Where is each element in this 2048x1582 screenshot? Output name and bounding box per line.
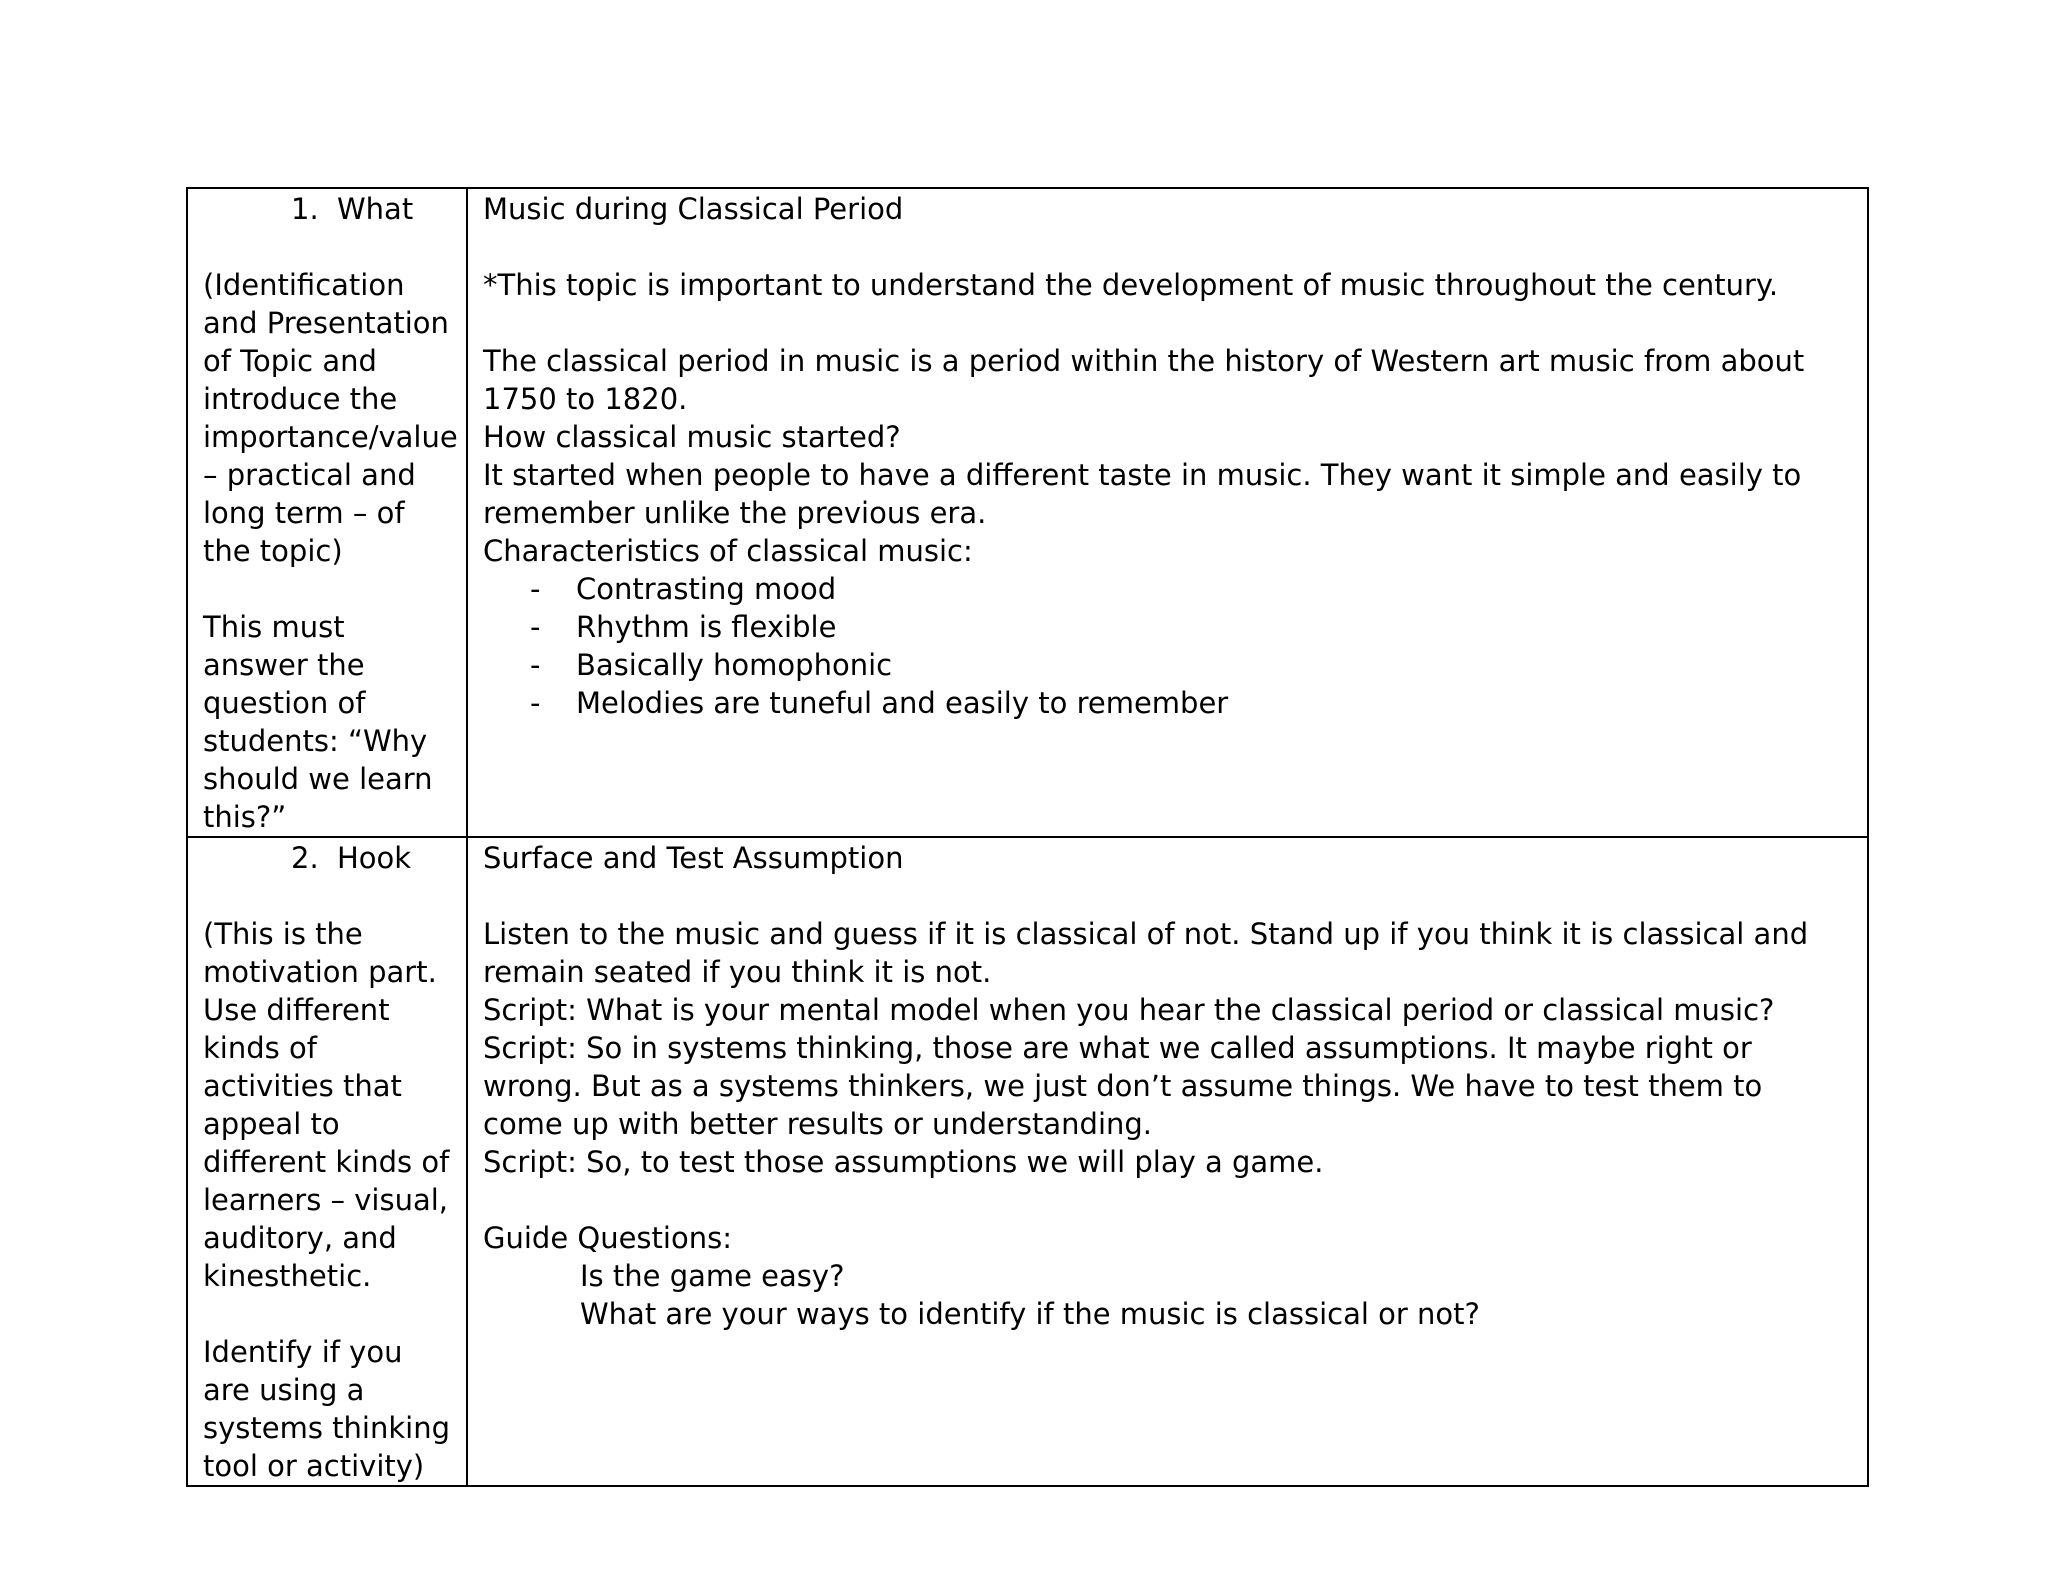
lesson-plan-table (186, 187, 1869, 1487)
characteristic-text: Basically homophonic (576, 648, 893, 682)
list-item (483, 646, 1847, 684)
list-item (483, 570, 1847, 608)
guide-questions-label: Guide Questions: (483, 1221, 732, 1255)
hook-row-title (203, 839, 456, 877)
list-item (483, 608, 1847, 646)
table-row-what (187, 188, 1868, 837)
characteristics-label: Characteristics of classical music: (483, 534, 973, 568)
hook-content-cell (467, 837, 1868, 1486)
hook-row-title-text: Hook (337, 841, 412, 875)
what-origin-question: How classical music started? (483, 420, 901, 454)
bullet-dash: - (530, 686, 541, 720)
bullet-dash: - (530, 572, 541, 606)
what-definition: The classical period in music is a period within the history of Western art music from about 1750 to 1820. (483, 344, 1805, 416)
what-guiding-question: This must answer the question of students: “Why should we learn this?” (203, 610, 433, 834)
what-importance-note: *This topic is important to understand the development of music throughout the century. (483, 268, 1779, 302)
hook-script-1: Script: What is your mental model when you hear the classical period or classical music? (483, 993, 1775, 1027)
what-row-title (203, 190, 456, 228)
hook-instruction: Listen to the music and guess if it is classical of not. Stand up if you think it is classical and remain seated if you think it is not. (483, 917, 1809, 989)
hook-script-2: Script: So in systems thinking, those are what we called assumptions. It maybe right or wrong. But as a systems thinkers, we just don’t assume things. We have to test them to come up with better results or understanding. (483, 1031, 1763, 1141)
what-row-number: 1. (291, 192, 319, 226)
hook-heading: Surface and Test Assumption (483, 841, 904, 875)
list-item (483, 684, 1847, 722)
characteristic-text: Melodies are tuneful and easily to remember (576, 686, 1229, 720)
what-content-cell (467, 188, 1868, 837)
table-row-hook (187, 837, 1868, 1486)
hook-row-number: 2. (291, 841, 319, 875)
what-row-title-text: What (337, 192, 414, 226)
guide-question: Is the game easy? (580, 1259, 845, 1293)
what-label-cell (187, 188, 467, 837)
what-description: (Identification and Presentation of Topic and introduce the importance/value – practical and long term – of the topic) (203, 268, 458, 568)
what-origin-answer: It started when people to have a different taste in music. They want it simple and easily to remember unlike the previous era. (483, 458, 1802, 530)
hook-script-3: Script: So, to test those assumptions we will play a game. (483, 1145, 1324, 1179)
hook-label-cell (187, 837, 467, 1486)
guide-question: What are your ways to identify if the music is classical or not? (580, 1297, 1480, 1331)
bullet-dash: - (530, 648, 541, 682)
characteristic-text: Rhythm is flexible (576, 610, 837, 644)
bullet-dash: - (530, 610, 541, 644)
characteristics-list (483, 570, 1847, 722)
what-heading: Music during Classical Period (483, 192, 904, 226)
hook-description: (This is the motivation part. Use different kinds of activities that appeal to different kinds of learners – visual, auditory, and kinesthetic. (203, 917, 450, 1293)
hook-systems-note: Identify if you are using a systems thinking tool or activity) (203, 1335, 450, 1483)
characteristic-text: Contrasting mood (576, 572, 837, 606)
